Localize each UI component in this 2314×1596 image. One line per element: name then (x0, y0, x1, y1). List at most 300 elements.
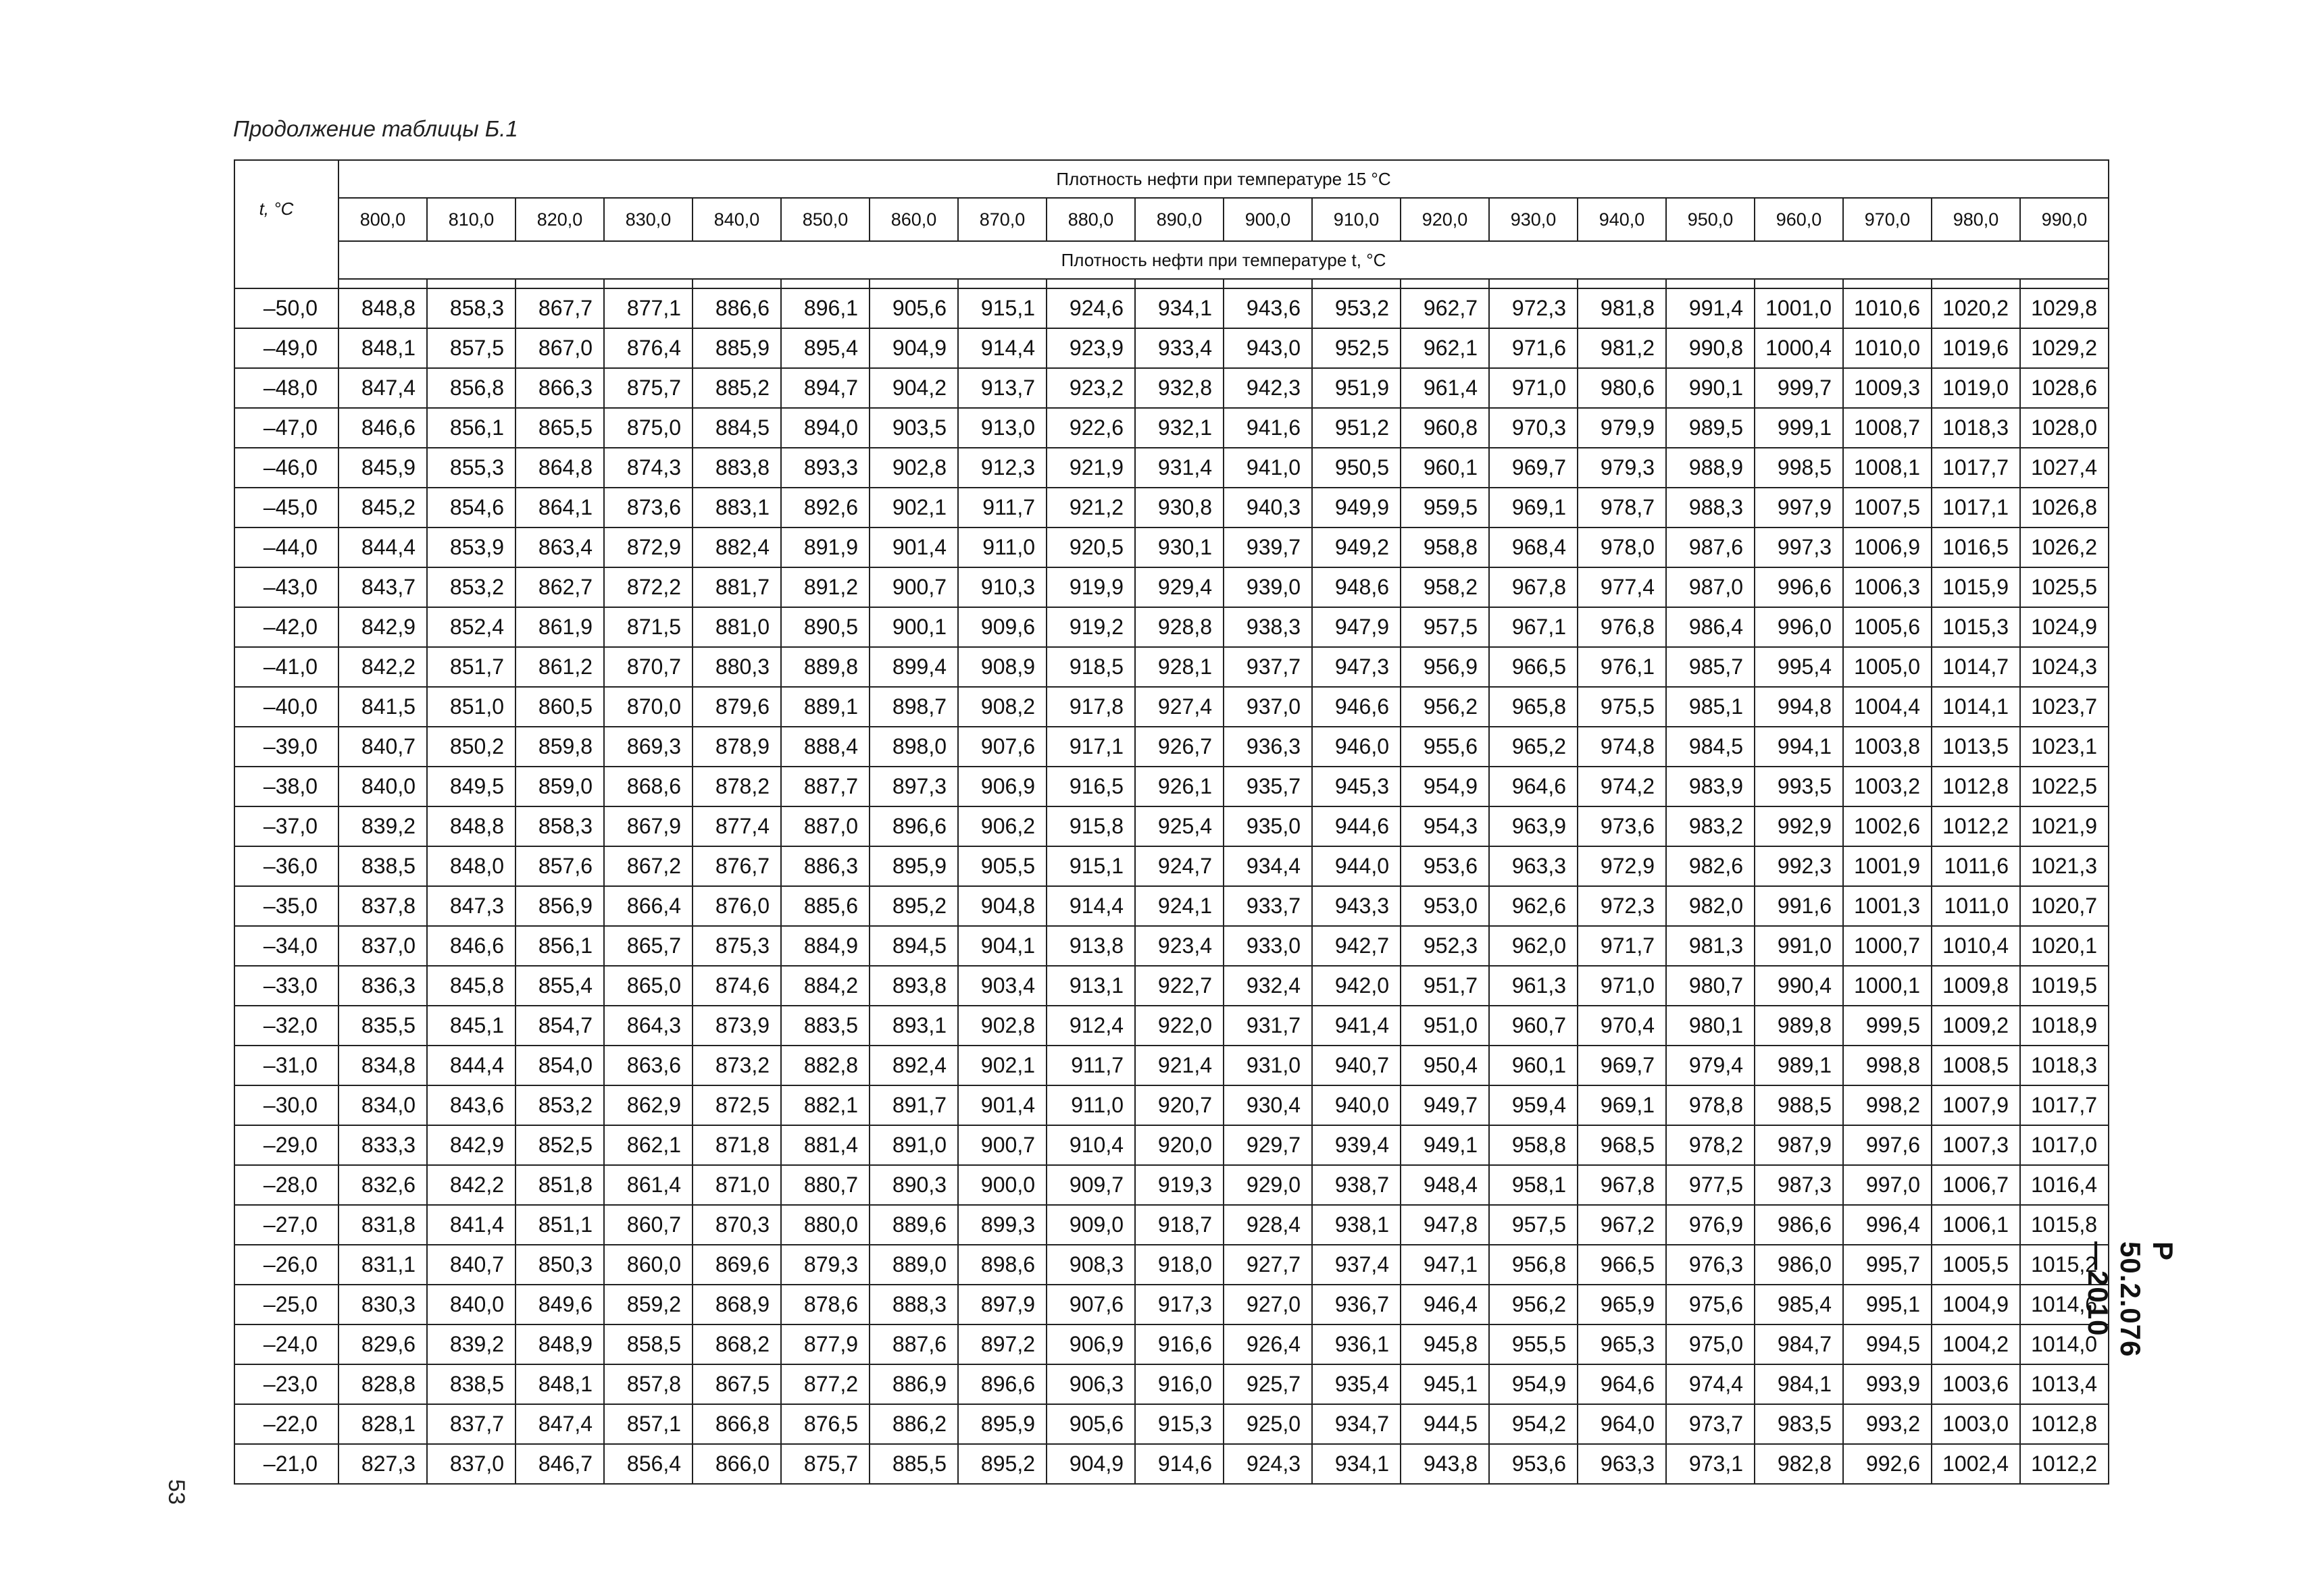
density-value-cell: 898,7 (870, 687, 958, 727)
table-row (234, 567, 2109, 607)
header-spacer-cell (1843, 279, 1932, 288)
density-column-header: 860,0 (870, 198, 958, 241)
density-value-cell: 848,1 (338, 328, 427, 368)
density-value-cell: 844,4 (338, 527, 427, 567)
density-value-cell: 921,2 (1047, 488, 1135, 527)
density-value-cell: 930,4 (1224, 1085, 1312, 1125)
density-value-cell: 924,7 (1135, 846, 1224, 886)
density-value-cell: 906,3 (1047, 1364, 1135, 1404)
density-value-cell: 922,7 (1135, 966, 1224, 1006)
density-value-cell: 1025,5 (2020, 567, 2109, 607)
density-value-cell: 913,7 (958, 368, 1047, 408)
temperature-cell: –44,0 (234, 527, 338, 567)
density-value-cell: 843,6 (427, 1085, 515, 1125)
density-value-cell: 953,0 (1401, 886, 1489, 926)
density-value-cell: 923,4 (1135, 926, 1224, 966)
density-value-cell: 935,4 (1312, 1364, 1401, 1404)
density-value-cell: 1004,9 (1932, 1285, 2020, 1324)
density-column-header: 820,0 (515, 198, 604, 241)
temperature-cell: –46,0 (234, 448, 338, 488)
table-row (234, 1285, 2109, 1324)
density-column-header: 940,0 (1578, 198, 1666, 241)
density-value-cell: 866,8 (693, 1404, 781, 1444)
density-value-cell: 960,1 (1401, 448, 1489, 488)
density-value-cell: 917,3 (1135, 1285, 1224, 1324)
density-value-cell: 947,3 (1312, 647, 1401, 687)
density-value-cell: 868,9 (693, 1285, 781, 1324)
density-value-cell: 927,0 (1224, 1285, 1312, 1324)
density-value-cell: 948,4 (1401, 1165, 1489, 1205)
density-value-cell: 965,3 (1578, 1324, 1666, 1364)
density-value-cell: 858,3 (427, 288, 515, 328)
table-row (234, 1364, 2109, 1404)
density-value-cell: 882,8 (781, 1046, 870, 1085)
temperature-cell: –40,0 (234, 687, 338, 727)
density-value-cell: 998,2 (1843, 1085, 1932, 1125)
density-value-cell: 936,3 (1224, 727, 1312, 767)
density-value-cell: 1005,0 (1843, 647, 1932, 687)
header-spacer-cell (1047, 279, 1135, 288)
density-value-cell: 980,1 (1666, 1006, 1755, 1046)
density-value-cell: 976,3 (1666, 1245, 1755, 1285)
density-value-cell: 945,3 (1312, 767, 1401, 806)
density-value-cell: 1005,5 (1932, 1245, 2020, 1285)
temperature-cell: –36,0 (234, 846, 338, 886)
density-value-cell: 836,3 (338, 966, 427, 1006)
density-value-cell: 885,5 (870, 1444, 958, 1484)
density-value-cell: 961,4 (1401, 368, 1489, 408)
density-value-cell: 970,3 (1489, 408, 1578, 448)
table-continuation-caption: Продолжение таблицы Б.1 (233, 116, 518, 141)
density-value-cell: 934,1 (1135, 288, 1224, 328)
density-value-cell: 916,5 (1047, 767, 1135, 806)
density-value-cell: 842,9 (338, 607, 427, 647)
density-value-cell: 1017,0 (2020, 1125, 2109, 1165)
density-value-cell: 976,1 (1578, 647, 1666, 687)
density-value-cell: 839,2 (338, 806, 427, 846)
density-value-cell: 1023,1 (2020, 727, 2109, 767)
density-value-cell: 899,3 (958, 1205, 1047, 1245)
density-value-cell: 907,6 (958, 727, 1047, 767)
density-value-cell: 870,7 (604, 647, 693, 687)
temperature-cell: –23,0 (234, 1364, 338, 1404)
density-value-cell: 924,3 (1224, 1444, 1312, 1484)
density-value-cell: 1009,2 (1932, 1006, 2020, 1046)
density-value-cell: 946,6 (1312, 687, 1401, 727)
density-value-cell: 995,4 (1755, 647, 1843, 687)
density-value-cell: 913,0 (958, 408, 1047, 448)
density-value-cell: 938,7 (1312, 1165, 1401, 1205)
density-value-cell: 1017,7 (2020, 1085, 2109, 1125)
density-value-cell: 924,1 (1135, 886, 1224, 926)
density-column-header: 810,0 (427, 198, 515, 241)
density-value-cell: 862,1 (604, 1125, 693, 1165)
density-value-cell: 1000,1 (1843, 966, 1932, 1006)
header-spacer-cell (1578, 279, 1666, 288)
density-value-cell: 973,7 (1666, 1404, 1755, 1444)
density-value-cell: 906,9 (1047, 1324, 1135, 1364)
density-value-cell: 938,3 (1224, 607, 1312, 647)
density-value-cell: 931,0 (1224, 1046, 1312, 1085)
density-value-cell: 1000,4 (1755, 328, 1843, 368)
density-value-cell: 895,2 (870, 886, 958, 926)
header-spacer-cell (781, 279, 870, 288)
density-value-cell: 876,5 (781, 1404, 870, 1444)
density-value-cell: 880,7 (781, 1165, 870, 1205)
density-value-cell: 937,4 (1312, 1245, 1401, 1285)
density-value-cell: 919,9 (1047, 567, 1135, 607)
density-value-cell: 1015,2 (2020, 1245, 2109, 1285)
density-value-cell: 958,8 (1401, 527, 1489, 567)
density-column-header: 910,0 (1312, 198, 1401, 241)
density-value-cell: 886,9 (870, 1364, 958, 1404)
temperature-cell: –43,0 (234, 567, 338, 607)
density-value-cell: 1003,6 (1932, 1364, 2020, 1404)
table-row (234, 448, 2109, 488)
density-value-cell: 974,8 (1578, 727, 1666, 767)
density-value-cell: 959,4 (1489, 1085, 1578, 1125)
density-value-cell: 967,2 (1578, 1205, 1666, 1245)
density-value-cell: 944,0 (1312, 846, 1401, 886)
table-row (234, 1205, 2109, 1245)
temperature-cell: –49,0 (234, 328, 338, 368)
density-value-cell: 963,3 (1489, 846, 1578, 886)
density-value-cell: 845,2 (338, 488, 427, 527)
density-value-cell: 873,6 (604, 488, 693, 527)
density-value-cell: 999,1 (1755, 408, 1843, 448)
temperature-cell: –33,0 (234, 966, 338, 1006)
density-value-cell: 958,2 (1401, 567, 1489, 607)
density-value-cell: 1023,7 (2020, 687, 2109, 727)
density-value-cell: 953,6 (1401, 846, 1489, 886)
density-value-cell: 914,6 (1135, 1444, 1224, 1484)
density-value-cell: 843,7 (338, 567, 427, 607)
density-value-cell: 932,4 (1224, 966, 1312, 1006)
density-value-cell: 974,2 (1578, 767, 1666, 806)
density-value-cell: 949,1 (1401, 1125, 1489, 1165)
density-value-cell: 901,4 (870, 527, 958, 567)
density-value-cell: 991,6 (1755, 886, 1843, 926)
density-value-cell: 985,7 (1666, 647, 1755, 687)
density-value-cell: 865,5 (515, 408, 604, 448)
density-value-cell: 880,0 (781, 1205, 870, 1245)
density-value-cell: 935,7 (1224, 767, 1312, 806)
table-row (234, 1245, 2109, 1285)
density-value-cell: 983,2 (1666, 806, 1755, 846)
density-value-cell: 941,6 (1224, 408, 1312, 448)
density-value-cell: 864,8 (515, 448, 604, 488)
density-value-cell: 947,1 (1401, 1245, 1489, 1285)
density-value-cell: 863,4 (515, 527, 604, 567)
density-value-cell: 890,3 (870, 1165, 958, 1205)
density-value-cell: 942,3 (1224, 368, 1312, 408)
density-value-cell: 969,7 (1578, 1046, 1666, 1085)
density-value-cell: 922,6 (1047, 408, 1135, 448)
table-row (234, 527, 2109, 567)
density-value-cell: 842,2 (427, 1165, 515, 1205)
density-value-cell: 866,4 (604, 886, 693, 926)
density-value-cell: 1020,1 (2020, 926, 2109, 966)
density-value-cell: 885,9 (693, 328, 781, 368)
density-value-cell: 900,0 (958, 1165, 1047, 1205)
density-value-cell: 960,8 (1401, 408, 1489, 448)
density-value-cell: 856,9 (515, 886, 604, 926)
density-value-cell: 932,1 (1135, 408, 1224, 448)
density-column-header: 970,0 (1843, 198, 1932, 241)
density-value-cell: 960,1 (1489, 1046, 1578, 1085)
density-value-cell: 1019,0 (1932, 368, 2020, 408)
density-value-cell: 1018,9 (2020, 1006, 2109, 1046)
density-column-header: 990,0 (2020, 198, 2109, 241)
density-value-cell: 954,2 (1489, 1404, 1578, 1444)
density-value-cell: 837,0 (427, 1444, 515, 1484)
density-value-cell: 900,7 (958, 1125, 1047, 1165)
density-value-cell: 934,1 (1312, 1444, 1401, 1484)
density-value-cell: 941,0 (1224, 448, 1312, 488)
temperature-cell: –45,0 (234, 488, 338, 527)
density-value-cell: 950,5 (1312, 448, 1401, 488)
density-value-cell: 848,8 (338, 288, 427, 328)
density-value-cell: 905,6 (870, 288, 958, 328)
density-value-cell: 883,1 (693, 488, 781, 527)
density-value-cell: 887,7 (781, 767, 870, 806)
density-value-cell: 877,9 (781, 1324, 870, 1364)
density-value-cell: 869,6 (693, 1245, 781, 1285)
density-value-cell: 931,4 (1135, 448, 1224, 488)
density-value-cell: 906,2 (958, 806, 1047, 846)
density-value-cell: 1029,8 (2020, 288, 2109, 328)
density-value-cell: 962,7 (1401, 288, 1489, 328)
density-value-cell: 988,9 (1666, 448, 1755, 488)
density-value-cell: 853,2 (427, 567, 515, 607)
density-value-cell: 992,3 (1755, 846, 1843, 886)
temperature-cell: –39,0 (234, 727, 338, 767)
density-value-cell: 1012,8 (1932, 767, 2020, 806)
density-value-cell: 990,4 (1755, 966, 1843, 1006)
density-value-cell: 923,9 (1047, 328, 1135, 368)
density-column-header: 900,0 (1224, 198, 1312, 241)
density-value-cell: 870,3 (693, 1205, 781, 1245)
density-value-cell: 1006,9 (1843, 527, 1932, 567)
density-value-cell: 917,1 (1047, 727, 1135, 767)
density-value-cell: 953,6 (1489, 1444, 1578, 1484)
density-value-cell: 920,5 (1047, 527, 1135, 567)
density-value-cell: 930,1 (1135, 527, 1224, 567)
density-value-cell: 861,4 (604, 1165, 693, 1205)
density-value-cell: 853,9 (427, 527, 515, 567)
temperature-cell: –38,0 (234, 767, 338, 806)
temperature-header-label: t, °C (259, 199, 294, 219)
density-value-cell: 862,9 (604, 1085, 693, 1125)
density-value-cell: 954,9 (1489, 1364, 1578, 1404)
density-value-cell: 932,8 (1135, 368, 1224, 408)
header-spacer-cell (2020, 279, 2109, 288)
density-value-cell: 893,1 (870, 1006, 958, 1046)
density-value-cell: 986,4 (1666, 607, 1755, 647)
density-value-cell: 857,5 (427, 328, 515, 368)
density-value-cell: 956,2 (1489, 1285, 1578, 1324)
density-value-cell: 848,8 (427, 806, 515, 846)
density-value-cell: 928,1 (1135, 647, 1224, 687)
density-value-cell: 948,6 (1312, 567, 1401, 607)
density-value-cell: 895,9 (958, 1404, 1047, 1444)
density-value-cell: 865,7 (604, 926, 693, 966)
density-value-cell: 940,7 (1312, 1046, 1401, 1085)
density-value-cell: 837,7 (427, 1404, 515, 1444)
header-spacer-row (234, 279, 2109, 288)
density-value-cell: 881,7 (693, 567, 781, 607)
table-row (234, 328, 2109, 368)
density-value-cell: 1011,6 (1932, 846, 2020, 886)
density-value-cell: 945,1 (1401, 1364, 1489, 1404)
header-spacer-cell (1135, 279, 1224, 288)
density-value-cell: 911,7 (1047, 1046, 1135, 1085)
density-value-cell: 906,9 (958, 767, 1047, 806)
table-row (234, 966, 2109, 1006)
density-value-cell: 867,0 (515, 328, 604, 368)
density-value-cell: 840,0 (338, 767, 427, 806)
density-value-cell: 925,0 (1224, 1404, 1312, 1444)
density-value-cell: 872,5 (693, 1085, 781, 1125)
density-value-cell: 953,2 (1312, 288, 1401, 328)
density-value-cell: 856,8 (427, 368, 515, 408)
density-value-cell: 971,7 (1578, 926, 1666, 966)
density-value-cell: 1029,2 (2020, 328, 2109, 368)
density-value-cell: 840,0 (427, 1285, 515, 1324)
density-value-cell: 972,9 (1578, 846, 1666, 886)
density-value-cell: 915,1 (1047, 846, 1135, 886)
density-value-cell: 980,6 (1578, 368, 1666, 408)
density-value-cell: 1024,9 (2020, 607, 2109, 647)
density-value-cell: 996,0 (1755, 607, 1843, 647)
density-value-cell: 863,6 (604, 1046, 693, 1085)
density-value-cell: 969,1 (1489, 488, 1578, 527)
density-value-cell: 867,7 (515, 288, 604, 328)
density-value-cell: 888,4 (781, 727, 870, 767)
density-value-cell: 968,5 (1578, 1125, 1666, 1165)
density-value-cell: 848,1 (515, 1364, 604, 1404)
density-value-cell: 926,4 (1224, 1324, 1312, 1364)
density-value-cell: 962,0 (1489, 926, 1578, 966)
header-spacer-cell (427, 279, 515, 288)
density-value-cell: 842,2 (338, 647, 427, 687)
density-value-cell: 1026,8 (2020, 488, 2109, 527)
density-value-cell: 956,8 (1489, 1245, 1578, 1285)
density-value-cell: 844,4 (427, 1046, 515, 1085)
temperature-cell: –32,0 (234, 1006, 338, 1046)
density-value-cell: 901,4 (958, 1085, 1047, 1125)
table-header (234, 160, 2109, 288)
density-value-cell: 918,0 (1135, 1245, 1224, 1285)
density-value-cell: 993,2 (1843, 1404, 1932, 1444)
density-value-cell: 991,4 (1666, 288, 1755, 328)
density-value-cell: 982,6 (1666, 846, 1755, 886)
density-value-cell: 1008,5 (1932, 1046, 2020, 1085)
density-value-cell: 976,9 (1666, 1205, 1755, 1245)
density-value-cell: 876,0 (693, 886, 781, 926)
density-value-cell: 1010,0 (1843, 328, 1932, 368)
density-value-cell: 955,5 (1489, 1324, 1578, 1364)
density-value-cell: 911,0 (1047, 1085, 1135, 1125)
density-value-cell: 1015,3 (1932, 607, 2020, 647)
density-value-cell: 899,4 (870, 647, 958, 687)
density-value-cell: 978,8 (1666, 1085, 1755, 1125)
density-value-cell: 988,3 (1666, 488, 1755, 527)
density-value-cell: 923,2 (1047, 368, 1135, 408)
density-value-cell: 889,6 (870, 1205, 958, 1245)
density-value-cell: 900,7 (870, 567, 958, 607)
page-number: 53 (164, 1479, 189, 1505)
density-column-header: 950,0 (1666, 198, 1755, 241)
density-value-cell: 853,2 (515, 1085, 604, 1125)
density-value-cell: 875,0 (604, 408, 693, 448)
density-value-cell: 942,7 (1312, 926, 1401, 966)
table-row (234, 886, 2109, 926)
density-value-cell: 878,6 (781, 1285, 870, 1324)
density-value-cell: 964,0 (1578, 1404, 1666, 1444)
density-value-cell: 965,9 (1578, 1285, 1666, 1324)
density-value-cell: 861,2 (515, 647, 604, 687)
density-value-cell: 1012,2 (2020, 1444, 2109, 1484)
density-value-cell: 890,5 (781, 607, 870, 647)
density-value-cell: 971,0 (1489, 368, 1578, 408)
temperature-cell: –41,0 (234, 647, 338, 687)
density-value-cell: 892,6 (781, 488, 870, 527)
density-value-cell: 837,8 (338, 886, 427, 926)
density-value-cell: 964,6 (1578, 1364, 1666, 1404)
density-value-cell: 984,1 (1755, 1364, 1843, 1404)
density-value-cell: 1016,5 (1932, 527, 2020, 567)
header-spacer-cell (1666, 279, 1755, 288)
density-value-cell: 919,3 (1135, 1165, 1224, 1205)
density-value-cell: 989,1 (1755, 1046, 1843, 1085)
density-value-cell: 946,0 (1312, 727, 1401, 767)
density-value-cell: 967,1 (1489, 607, 1578, 647)
density-value-cell: 905,6 (1047, 1404, 1135, 1444)
density-value-cell: 851,1 (515, 1205, 604, 1245)
density-value-cell: 962,6 (1489, 886, 1578, 926)
density-value-cell: 927,7 (1224, 1245, 1312, 1285)
density-value-cell: 929,7 (1224, 1125, 1312, 1165)
density-value-cell: 945,8 (1401, 1324, 1489, 1364)
density-value-cell: 828,1 (338, 1404, 427, 1444)
density-value-cell: 882,1 (781, 1085, 870, 1125)
density-value-cell: 928,8 (1135, 607, 1224, 647)
density-value-cell: 897,2 (958, 1324, 1047, 1364)
density-value-cell: 885,2 (693, 368, 781, 408)
density-value-cell: 943,3 (1312, 886, 1401, 926)
density-value-cell: 859,0 (515, 767, 604, 806)
density-column-header: 800,0 (338, 198, 427, 241)
density-value-cell: 858,3 (515, 806, 604, 846)
table-row (234, 1324, 2109, 1364)
density-value-cell: 954,9 (1401, 767, 1489, 806)
density-value-cell: 864,1 (515, 488, 604, 527)
density-value-cell: 985,1 (1666, 687, 1755, 727)
density-value-cell: 1012,8 (2020, 1404, 2109, 1444)
density-value-cell: 912,4 (1047, 1006, 1135, 1046)
density-value-cell: 891,9 (781, 527, 870, 567)
temperature-cell: –28,0 (234, 1165, 338, 1205)
density-value-cell: 999,5 (1843, 1006, 1932, 1046)
density-value-cell: 829,6 (338, 1324, 427, 1364)
density-value-cell: 911,0 (958, 527, 1047, 567)
density-value-cell: 873,9 (693, 1006, 781, 1046)
density-value-cell: 933,0 (1224, 926, 1312, 966)
header-spacer-cell (1489, 279, 1578, 288)
density-value-cell: 878,2 (693, 767, 781, 806)
density-value-cell: 957,5 (1489, 1205, 1578, 1245)
